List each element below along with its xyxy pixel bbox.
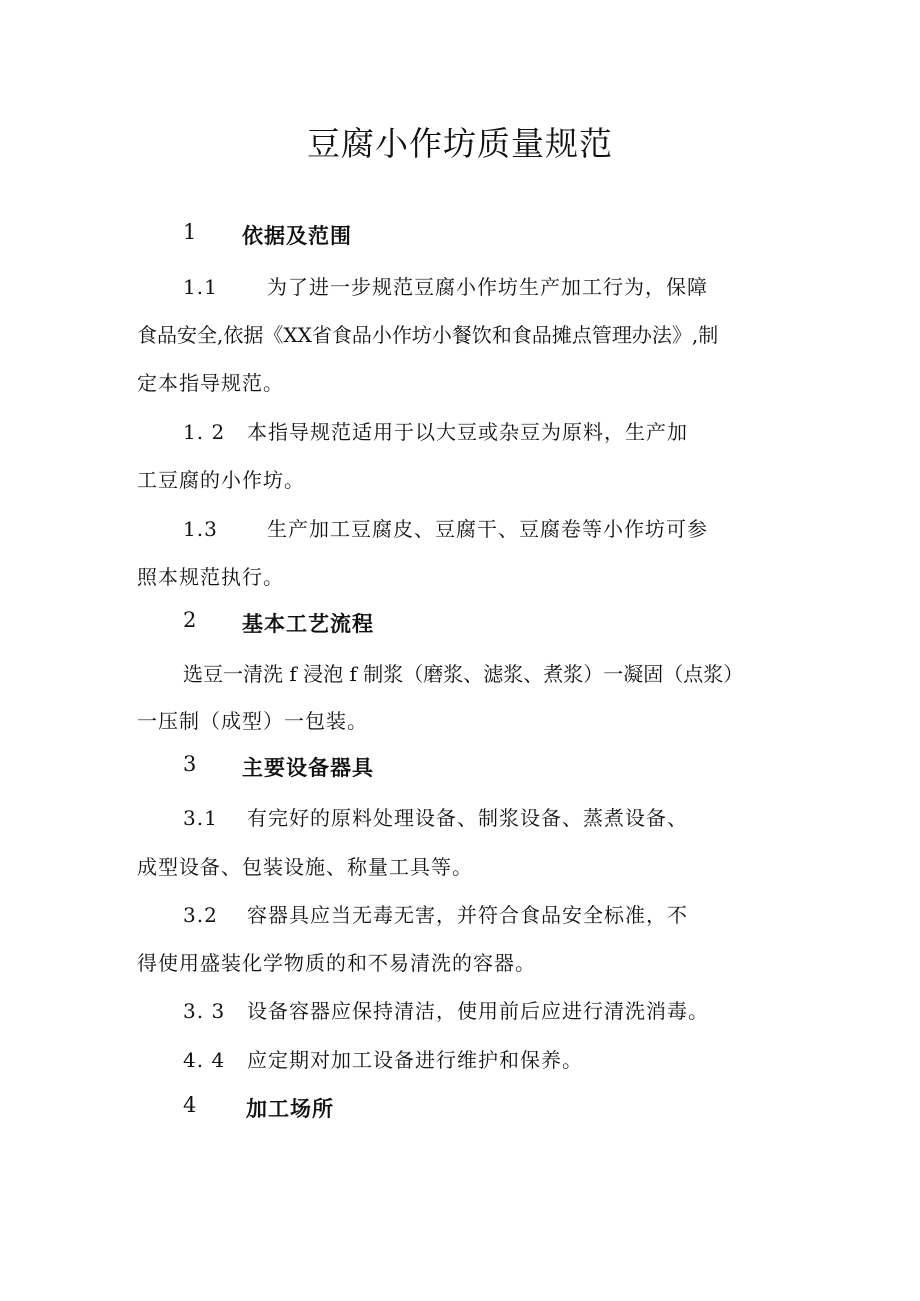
paragraph-3-3-line-1 bbox=[183, 995, 709, 1024]
paragraph-1-1-line-3: 定本指导规范。 bbox=[137, 371, 284, 395]
paragraph-text: 设备容器应保持清洁，使用前后应进行清洗消毒。 bbox=[247, 999, 709, 1023]
paragraph-3-2-line-2: 得使用盛装化学物质的和不易清洗的容器。 bbox=[137, 951, 536, 975]
document-title: 豆腐小作坊质量规范 bbox=[307, 124, 613, 163]
section-title: 依据及范围 bbox=[242, 224, 352, 248]
paragraph-text: 为了进一步规范豆腐小作坊生产加工行为，保障 bbox=[267, 275, 708, 299]
paragraph-1-2-line-1 bbox=[183, 416, 688, 445]
paragraph-1-3-line-1 bbox=[183, 513, 708, 542]
paragraph-1-3-line-2: 照本规范执行。 bbox=[137, 565, 284, 589]
paragraph-number: 1. 2 bbox=[183, 420, 226, 444]
paragraph-number: 1.1 bbox=[183, 275, 218, 299]
paragraph-number: 3. 3 bbox=[183, 999, 226, 1023]
process-flow-line-1: 选豆一清洗 f 浸泡 f 制浆（磨浆、滤浆、煮浆）一凝固（点浆） bbox=[183, 662, 744, 686]
paragraph-1-1-line-2: 食品安全,依据《XX省食品小作坊小餐饮和食品摊点管理办法》,制 bbox=[137, 323, 719, 347]
section-number: 1 bbox=[183, 220, 197, 244]
paragraph-text: 本指导规范适用于以大豆或杂豆为原料，生产加 bbox=[247, 420, 688, 444]
section-title: 主要设备器具 bbox=[242, 756, 374, 780]
section-title: 基本工艺流程 bbox=[242, 612, 374, 636]
paragraph-1-1-line-1 bbox=[183, 271, 708, 300]
paragraph-number: 1.3 bbox=[183, 517, 218, 541]
paragraph-number: 3.2 bbox=[183, 903, 218, 927]
paragraph-text: 应定期对加工设备进行维护和保养。 bbox=[247, 1048, 583, 1072]
paragraph-text: 容器具应当无毒无害，并符合食品安全标准，不 bbox=[247, 903, 688, 927]
process-flow-line-2: 一压制（成型）一包装。 bbox=[137, 709, 368, 733]
paragraph-1-2-line-2: 工豆腐的小作坊。 bbox=[137, 468, 305, 492]
paragraph-number: 3.1 bbox=[183, 806, 218, 830]
paragraph-3-1-line-1 bbox=[183, 802, 688, 831]
paragraph-4-4-line-1 bbox=[183, 1044, 583, 1073]
section-number: 3 bbox=[183, 752, 197, 776]
section-title: 加工场所 bbox=[246, 1097, 334, 1121]
section-number: 2 bbox=[183, 608, 197, 632]
section-number: 4 bbox=[183, 1093, 197, 1117]
paragraph-text: 有完好的原料处理设备、制浆设备、蒸煮设备、 bbox=[247, 806, 688, 830]
paragraph-3-2-line-1 bbox=[183, 899, 688, 928]
paragraph-number: 4. 4 bbox=[183, 1048, 226, 1072]
paragraph-3-1-line-2: 成型设备、包装设施、称量工具等。 bbox=[137, 855, 473, 879]
paragraph-text: 生产加工豆腐皮、豆腐干、豆腐卷等小作坊可参 bbox=[267, 517, 708, 541]
